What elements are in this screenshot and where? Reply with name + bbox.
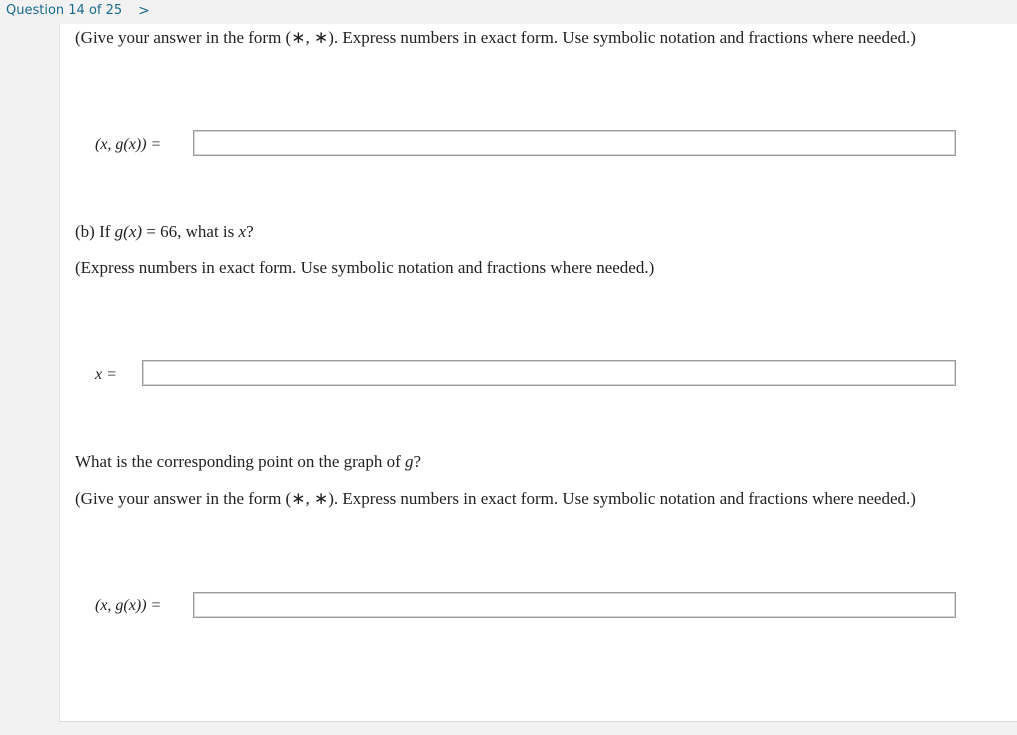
part-c-question-variable: g <box>405 452 414 471</box>
part-a-instruction: (Give your answer in the form (∗, ∗). Express numbers in exact form. Use symbolic notation and fractions where needed.) <box>75 28 916 47</box>
part-b-question-suffix: ? <box>246 222 254 241</box>
part-c-question <box>75 452 421 472</box>
part-a-answer-label: (x, g(x)) = <box>95 136 162 153</box>
part-b-question-variable: x <box>238 222 247 241</box>
part-a-answer-input[interactable] <box>193 130 956 156</box>
part-b-answer-label: x = <box>95 366 117 383</box>
next-question-chevron-icon[interactable]: > <box>138 2 150 19</box>
question-nav <box>6 3 150 18</box>
part-b-instruction: (Express numbers in exact form. Use symbolic notation and fractions where needed.) <box>75 258 655 277</box>
part-b-question-prefix: (b) If <box>75 222 115 241</box>
part-c-answer-label: (x, g(x)) = <box>95 597 162 614</box>
question-nav-bar <box>0 0 1017 24</box>
question-counter: Question 14 of 25 <box>6 3 123 18</box>
part-b-answer-input[interactable] <box>142 360 956 386</box>
part-b-question-mid: = 66, what is <box>142 222 239 241</box>
part-c-answer-input[interactable] <box>193 592 956 618</box>
part-b-question-function: g(x) <box>114 222 143 241</box>
part-c-question-prefix: What is the corresponding point on the graph of <box>75 452 406 471</box>
part-c-instruction: (Give your answer in the form (∗, ∗). Express numbers in exact form. Use symbolic notation and fractions where needed.) <box>75 489 916 508</box>
part-c-question-suffix: ? <box>413 452 422 471</box>
question-panel <box>59 24 1017 722</box>
part-b-question <box>75 222 254 242</box>
